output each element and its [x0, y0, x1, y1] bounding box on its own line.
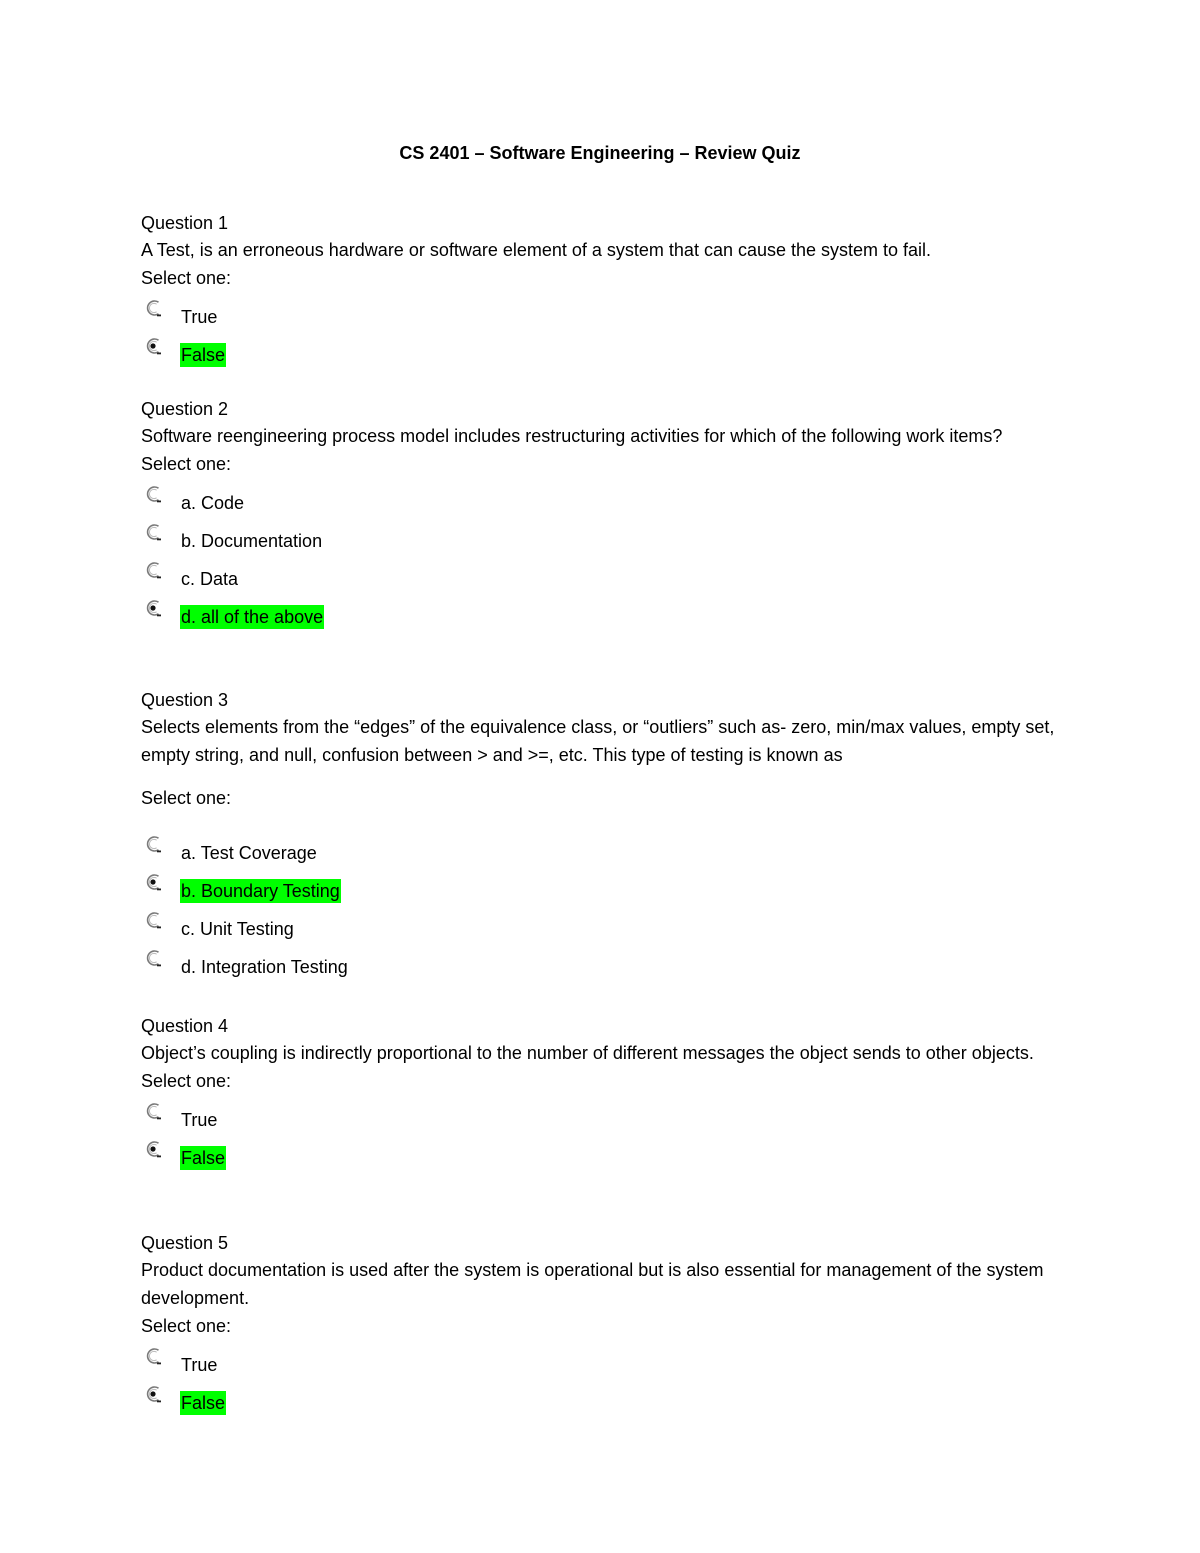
- options-list: [141, 1344, 1061, 1420]
- select-one-label: Select one:: [141, 454, 232, 474]
- radio-button-icon[interactable]: [144, 948, 164, 968]
- options-list: [141, 1099, 1061, 1175]
- radio-button-icon[interactable]: [144, 484, 164, 504]
- option-label: d. all of the above: [181, 607, 324, 627]
- question-label: Question 1: [141, 213, 229, 233]
- option-label: False: [181, 1148, 226, 1168]
- radio-button-selected-icon[interactable]: [144, 1384, 164, 1404]
- option-label: b. Documentation: [181, 531, 323, 551]
- option-label: a. Code: [181, 493, 245, 513]
- radio-button-icon[interactable]: [144, 522, 164, 542]
- option-a[interactable]: [141, 832, 1061, 870]
- option-c[interactable]: [141, 558, 1061, 596]
- option-label: c. Unit Testing: [181, 919, 294, 939]
- question-text: Object’s coupling is indirectly proportional to the number of different messages the object sends to other objects.: [141, 1043, 1034, 1063]
- question-3: [141, 687, 1061, 984]
- option-label: b. Boundary Testing: [181, 881, 340, 901]
- option-true[interactable]: [141, 296, 1061, 334]
- question-4: [141, 1013, 1061, 1175]
- option-false[interactable]: [141, 1382, 1061, 1420]
- radio-button-icon[interactable]: [144, 560, 164, 580]
- page-title: CS 2401 – Software Engineering – Review Quiz: [399, 143, 801, 163]
- option-d[interactable]: [141, 596, 1061, 634]
- option-label: True: [181, 1110, 218, 1130]
- question-2: [141, 396, 1061, 634]
- radio-button-icon[interactable]: [144, 1101, 164, 1121]
- radio-button-icon[interactable]: [144, 298, 164, 318]
- option-a[interactable]: [141, 482, 1061, 520]
- question-text: Product documentation is used after the system is operational but is also essential for management of the system development.: [141, 1260, 1044, 1308]
- question-text: A Test, is an erroneous hardware or software element of a system that can cause the system to fail.: [141, 240, 932, 260]
- option-true[interactable]: [141, 1344, 1061, 1382]
- option-c[interactable]: [141, 908, 1061, 946]
- question-text: Software reengineering process model includes restructuring activities for which of the following work items?: [141, 426, 1003, 446]
- question-label: Question 3: [141, 690, 229, 710]
- option-label: False: [181, 345, 226, 365]
- option-label: False: [181, 1393, 226, 1413]
- question-text: Selects elements from the “edges” of the equivalence class, or “outliers” such as- zero, min/max values, empty set, empty string, and null, confusion between > and >=, etc. This type of testing is known as: [141, 717, 1055, 765]
- option-b[interactable]: [141, 520, 1061, 558]
- option-label: True: [181, 1355, 218, 1375]
- question-label: Question 5: [141, 1233, 229, 1253]
- option-label: a. Test Coverage: [181, 843, 317, 863]
- option-label: d. Integration Testing: [181, 957, 348, 977]
- select-one-label: Select one:: [141, 268, 232, 288]
- radio-button-icon[interactable]: [144, 1346, 164, 1366]
- options-list: [141, 482, 1061, 634]
- option-label: True: [181, 307, 218, 327]
- radio-button-selected-icon[interactable]: [144, 872, 164, 892]
- select-one-label: Select one:: [141, 1071, 232, 1091]
- options-list: [141, 296, 1061, 372]
- question-5: [141, 1230, 1061, 1420]
- option-label: c. Data: [181, 569, 239, 589]
- select-one-label: Select one:: [141, 788, 232, 808]
- options-list: [141, 832, 1061, 984]
- radio-button-icon[interactable]: [144, 834, 164, 854]
- radio-button-icon[interactable]: [144, 910, 164, 930]
- question-label: Question 4: [141, 1016, 229, 1036]
- select-one-label: Select one:: [141, 1316, 232, 1336]
- option-false[interactable]: [141, 1137, 1061, 1175]
- question-label: Question 2: [141, 399, 229, 419]
- option-d[interactable]: [141, 946, 1061, 984]
- radio-button-selected-icon[interactable]: [144, 598, 164, 618]
- question-1: [141, 210, 1061, 372]
- option-true[interactable]: [141, 1099, 1061, 1137]
- option-false[interactable]: [141, 334, 1061, 372]
- radio-button-selected-icon[interactable]: [144, 1139, 164, 1159]
- radio-button-selected-icon[interactable]: [144, 336, 164, 356]
- option-b[interactable]: [141, 870, 1061, 908]
